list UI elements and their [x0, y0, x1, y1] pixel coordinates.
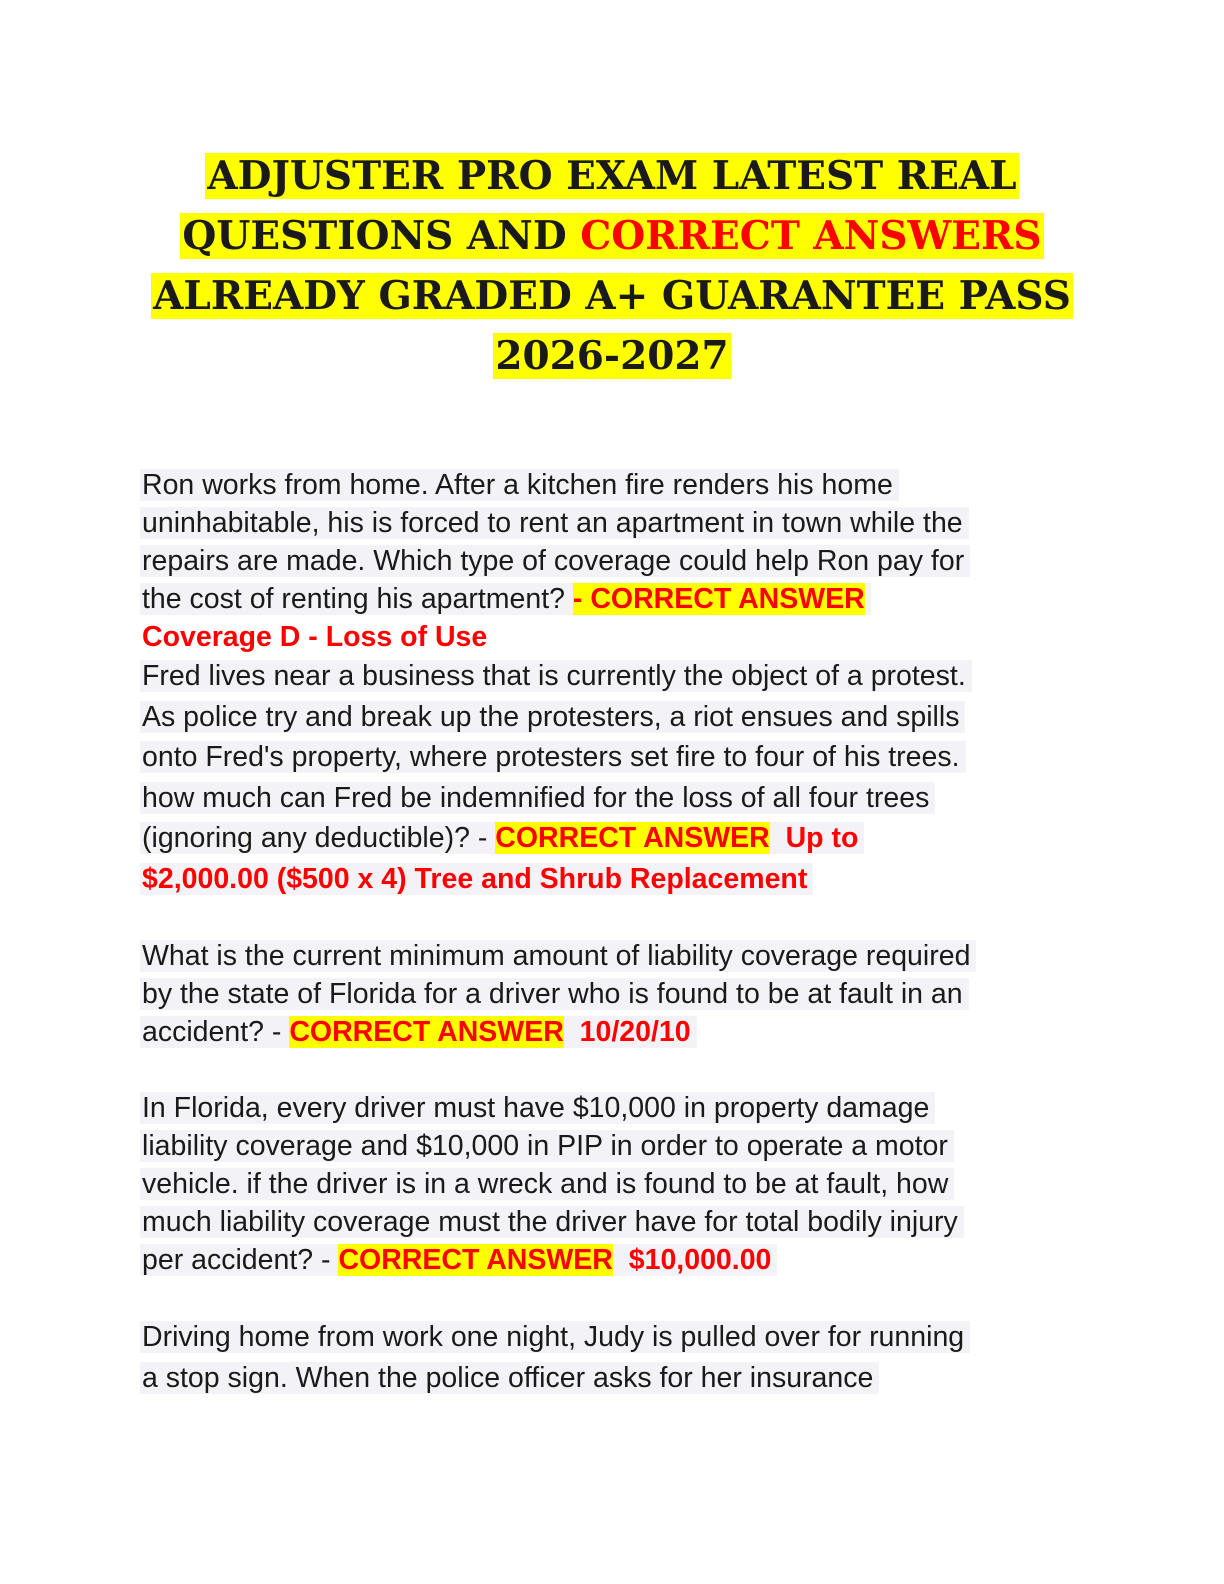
question-3 [142, 937, 1082, 1051]
question-text: how much can Fred be indemnified for the loss of all four trees [140, 782, 935, 814]
correct-answer-tag: CORRECT ANSWER [338, 1244, 613, 1276]
correct-answer-tag: - CORRECT ANSWER [572, 583, 865, 615]
question-text: repairs are made. Which type of coverage could help Ron pay for [140, 545, 970, 577]
question-1 [142, 466, 1082, 656]
question-text: Fred lives near a business that is currently the object of a protest. [140, 660, 972, 692]
question-2 [142, 656, 1082, 899]
questions-body [142, 466, 1082, 1398]
document-title [120, 146, 1104, 386]
correct-answer-tag: CORRECT ANSWER [495, 822, 770, 854]
question-text: by the state of Florida for a driver who is found to be at fault in an [140, 978, 969, 1010]
title-line-2-text: QUESTIONS AND [182, 213, 581, 259]
question-text: Ron works from home. After a kitchen fire renders his home [140, 469, 899, 501]
question-text: As police try and break up the protesters, a riot ensues and spills [140, 701, 965, 733]
answer-text: $10,000.00 [628, 1244, 772, 1276]
question-text: onto Fred's property, where protesters set fire to four of his trees. [140, 741, 966, 773]
answer-text: Up to [785, 822, 859, 854]
question-text: uninhabitable, his is forced to rent an apartment in town while the [140, 507, 969, 539]
title-line-3: ALREADY GRADED A+ GUARANTEE PASS [153, 273, 1071, 319]
title-line-1: ADJUSTER PRO EXAM LATEST REAL [207, 153, 1017, 199]
question-text: a stop sign. When the police officer asks for her insurance [140, 1362, 879, 1394]
question-text: much liability coverage must the driver have for total bodily injury [140, 1206, 964, 1238]
title-correct-answers: CORRECT ANSWERS [580, 213, 1042, 259]
question-text: In Florida, every driver must have $10,000 in property damage [140, 1092, 935, 1124]
question-5 [142, 1317, 1082, 1398]
answer-text: Coverage D - Loss of Use [142, 621, 488, 653]
question-text: accident? - [142, 1016, 290, 1048]
question-text: Driving home from work one night, Judy is pulled over for running [140, 1321, 970, 1353]
question-text: per accident? - [142, 1244, 339, 1276]
question-text: the cost of renting his apartment? [142, 583, 573, 615]
question-text: (ignoring any deductible)? - [142, 822, 496, 854]
question-text: vehicle. if the driver is in a wreck and is found to be at fault, how [140, 1168, 954, 1200]
title-line-2 [180, 213, 1043, 259]
title-line-4: 2026-2027 [495, 333, 729, 379]
answer-text: 10/20/10 [579, 1016, 691, 1048]
question-text: liability coverage and $10,000 in PIP in order to operate a motor [140, 1130, 954, 1162]
question-4 [142, 1089, 1082, 1279]
question-text: What is the current minimum amount of liability coverage required [140, 940, 976, 972]
answer-text: $2,000.00 ($500 x 4) Tree and Shrub Replacement [142, 862, 808, 895]
correct-answer-tag: CORRECT ANSWER [289, 1016, 564, 1048]
